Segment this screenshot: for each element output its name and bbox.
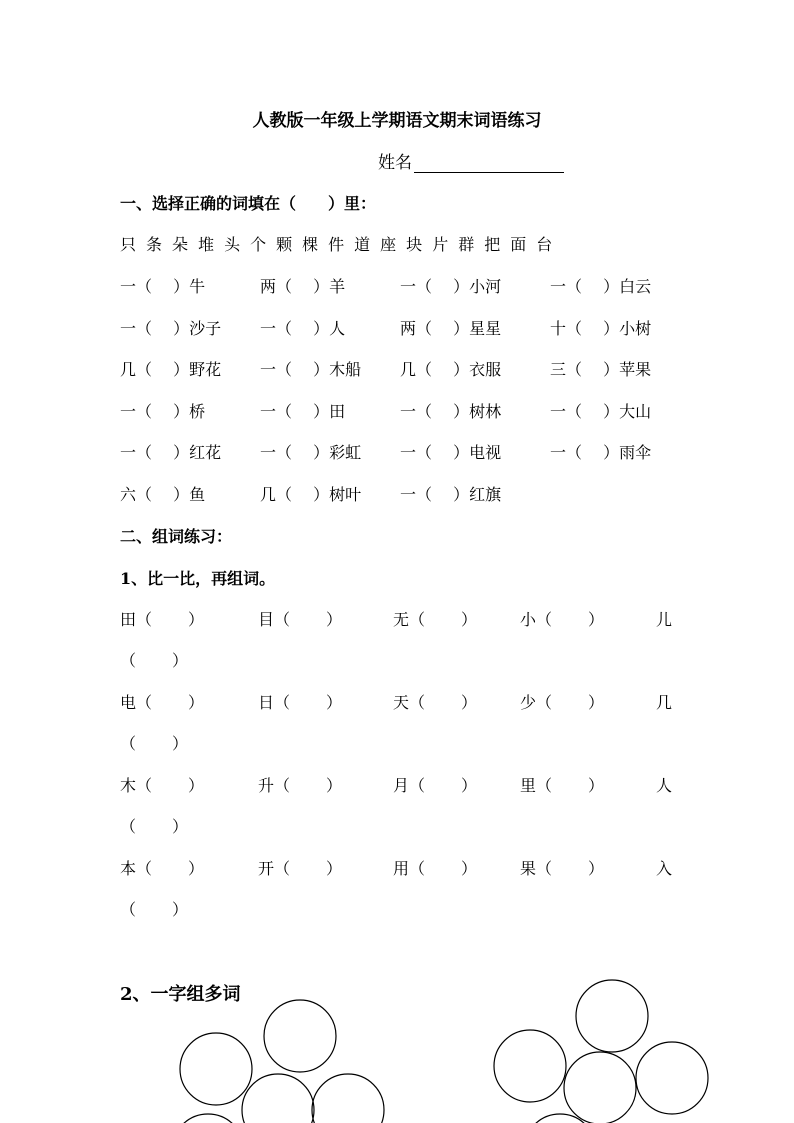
open-paren: （	[136, 776, 153, 795]
fill-blank-item[interactable]: 几（ ）衣服	[400, 360, 502, 379]
close-paren: ）	[588, 859, 605, 878]
fill-blank-item[interactable]: 一（ ）树林	[400, 401, 502, 421]
compare-char-last: 入	[656, 859, 673, 878]
compare-char-last: 几	[656, 693, 673, 712]
close-paren: ）	[461, 610, 478, 629]
open-paren: （	[274, 776, 291, 795]
measure-word: 个	[250, 235, 267, 254]
open-paren: （	[136, 859, 153, 878]
fill-blank-item[interactable]: 十（ ）小树	[550, 318, 652, 338]
compare-item[interactable]	[258, 773, 342, 796]
compare-char: 小	[520, 610, 537, 629]
compare-char-last: 人	[656, 776, 673, 795]
compare-char: 木	[120, 776, 137, 795]
compare-char-last: 儿	[656, 610, 673, 629]
open-paren: （	[136, 610, 153, 629]
compare-item[interactable]	[520, 856, 604, 879]
close-paren: ）	[326, 693, 343, 712]
open-paren: （	[136, 693, 153, 712]
compare-char: 本	[120, 859, 137, 878]
compare-item[interactable]	[258, 607, 342, 630]
word-circle	[576, 980, 648, 1052]
compare-item[interactable]	[520, 690, 604, 713]
close-paren: ）	[588, 610, 605, 629]
open-paren: （	[536, 693, 553, 712]
fill-blank-item[interactable]: 一（ ）雨伞	[550, 443, 652, 462]
fill-blank-item[interactable]: 一（ ）沙子	[120, 318, 222, 338]
fill-blank-item[interactable]: 两（ ）星星	[400, 318, 502, 338]
compare-char: 田	[120, 610, 137, 629]
fill-blank-item[interactable]: 几（ ）树叶	[260, 484, 362, 504]
measure-word: 棵	[302, 235, 319, 254]
compare-char: 用	[393, 859, 410, 878]
name-field[interactable]	[378, 148, 564, 173]
open-paren: （	[409, 776, 426, 795]
open-paren: （	[536, 776, 553, 795]
section2-sub1-heading: 1、比一比，再组词。	[120, 569, 276, 588]
compare-item[interactable]	[120, 690, 204, 713]
measure-word: 片	[432, 235, 449, 254]
measure-word-list	[120, 232, 562, 255]
close-paren: ）	[188, 776, 205, 795]
compare-item-wrapped-blank[interactable]	[120, 814, 188, 837]
close-paren: ）	[188, 610, 205, 629]
compare-item[interactable]	[520, 773, 604, 796]
word-circle	[264, 1000, 336, 1072]
compare-item[interactable]	[393, 690, 477, 713]
fill-blank-item[interactable]: 一（ ）电视	[400, 443, 502, 462]
close-paren: ）	[461, 776, 478, 795]
compare-char: 天	[393, 693, 410, 712]
compare-char: 开	[258, 859, 275, 878]
close-paren: ）	[172, 651, 189, 670]
fill-blank-item[interactable]: 一（ ）红旗	[400, 484, 502, 504]
fill-blank-item[interactable]: 两（ ）羊	[260, 277, 346, 296]
word-circle	[524, 1114, 596, 1123]
fill-blank-item[interactable]: 一（ ）人	[260, 318, 346, 338]
open-paren: （	[536, 859, 553, 878]
word-circle	[564, 1052, 636, 1123]
section2-heading: 二、组词练习：	[120, 527, 233, 546]
compare-item[interactable]	[120, 607, 204, 630]
word-circle	[636, 1042, 708, 1114]
measure-word: 台	[536, 235, 553, 254]
fill-blank-item[interactable]: 一（ ）白云	[550, 277, 652, 296]
compare-char: 电	[120, 693, 137, 712]
compare-item[interactable]	[258, 690, 342, 713]
fill-blank-item[interactable]: 一（ ）大山	[550, 401, 652, 421]
measure-word: 颗	[276, 235, 293, 254]
measure-word: 只	[120, 235, 137, 254]
close-paren: ）	[326, 610, 343, 629]
compare-item-wrapped-blank[interactable]	[120, 731, 188, 754]
compare-item[interactable]	[120, 856, 204, 879]
fill-blank-item[interactable]: 一（ ）木船	[260, 360, 362, 379]
name-label: 姓名	[378, 153, 412, 173]
close-paren: ）	[172, 900, 189, 919]
compare-item[interactable]	[393, 856, 477, 879]
fill-blank-item[interactable]: 一（ ）牛	[120, 277, 206, 296]
fill-blank-item[interactable]: 几（ ）野花	[120, 360, 222, 379]
close-paren: ）	[326, 859, 343, 878]
close-paren: ）	[172, 734, 189, 753]
open-paren: （	[409, 610, 426, 629]
fill-blank-item[interactable]: 一（ ）红花	[120, 443, 222, 462]
name-blank-line[interactable]	[414, 154, 564, 173]
measure-word: 堆	[198, 235, 215, 254]
fill-blank-item[interactable]: 一（ ）小河	[400, 277, 502, 296]
compare-item-wrapped-blank[interactable]	[120, 897, 188, 920]
close-paren: ）	[172, 817, 189, 836]
word-circle	[172, 1114, 244, 1123]
open-paren: （	[274, 693, 291, 712]
section2-sub2-heading: 2、一字组多词	[120, 984, 241, 1005]
compare-char: 升	[258, 776, 275, 795]
compare-char: 里	[520, 776, 537, 795]
compare-char: 月	[393, 776, 410, 795]
compare-item[interactable]	[120, 773, 204, 796]
open-paren: （	[409, 693, 426, 712]
open-paren: （	[409, 859, 426, 878]
open-paren: （	[536, 610, 553, 629]
fill-blank-item[interactable]: 六（ ）鱼	[120, 484, 206, 504]
measure-word: 块	[406, 235, 423, 254]
measure-word: 群	[458, 235, 475, 254]
close-paren: ）	[188, 693, 205, 712]
compare-char: 少	[520, 693, 537, 712]
close-paren: ）	[588, 776, 605, 795]
close-paren: ）	[188, 859, 205, 878]
close-paren: ）	[461, 693, 478, 712]
measure-word: 把	[484, 235, 501, 254]
measure-word: 座	[380, 235, 397, 254]
compare-char: 果	[520, 859, 537, 878]
fill-blank-item[interactable]: 三（ ）苹果	[550, 360, 652, 379]
word-circle	[494, 1030, 566, 1102]
open-paren: （	[274, 859, 291, 878]
fill-blank-item[interactable]: 一（ ）田	[260, 401, 346, 421]
measure-word: 朵	[172, 235, 189, 254]
word-circle	[312, 1074, 384, 1123]
compare-item-wrapped-blank[interactable]	[120, 648, 188, 671]
close-paren: ）	[326, 776, 343, 795]
fill-blank-item[interactable]: 一（ ）桥	[120, 401, 206, 421]
compare-item[interactable]	[520, 607, 604, 630]
compare-item[interactable]	[393, 607, 477, 630]
section1-heading: 一、选择正确的词填在（ ）里：	[120, 194, 377, 213]
compare-item[interactable]	[258, 856, 342, 879]
fill-blank-item[interactable]: 一（ ）彩虹	[260, 443, 362, 462]
compare-item[interactable]	[393, 773, 477, 796]
open-paren: （	[120, 900, 137, 919]
close-paren: ）	[588, 693, 605, 712]
measure-word: 件	[328, 235, 345, 254]
word-circle	[180, 1033, 252, 1105]
word-circle	[242, 1074, 314, 1123]
compare-char: 日	[258, 693, 275, 712]
measure-word: 道	[354, 235, 371, 254]
measure-word: 条	[146, 235, 163, 254]
page-title: 人教版一年级上学期语文期末词语练习	[252, 111, 542, 131]
compare-char: 目	[258, 610, 275, 629]
measure-word: 头	[224, 235, 241, 254]
compare-char: 无	[393, 610, 410, 629]
close-paren: ）	[461, 859, 478, 878]
open-paren: （	[120, 734, 137, 753]
measure-word: 面	[510, 235, 527, 254]
open-paren: （	[120, 817, 137, 836]
open-paren: （	[274, 610, 291, 629]
open-paren: （	[120, 651, 137, 670]
